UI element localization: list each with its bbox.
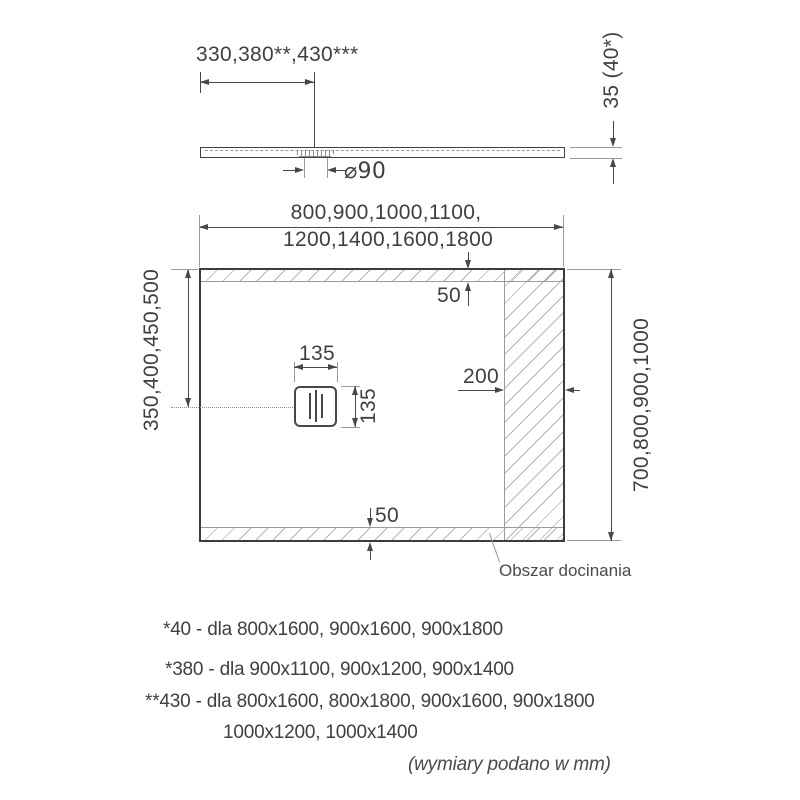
footnote-line-4: 1000x1200, 1000x1400 [223, 722, 418, 743]
trim-area-top-strip [201, 270, 563, 282]
width-dim-label-line2: 1200,1400,1600,1800 [283, 228, 494, 251]
thickness-stem-top [613, 121, 614, 139]
drain-height-ext-bottom [341, 427, 360, 428]
units-note: (wymiary podano w mm) [408, 754, 611, 775]
tray-profile [200, 147, 565, 158]
drain-diameter-label: ⌀90 [344, 159, 387, 184]
side-length-arrow-right [305, 79, 314, 85]
drain-centerline [314, 72, 315, 147]
right-band-stem-right [574, 390, 580, 391]
side-length-dim-label: 330,380**,430*** [196, 43, 359, 66]
thickness-ext-top [570, 147, 622, 148]
drain-height-dim-label: 135 [356, 388, 380, 424]
drain-grate-line-3 [321, 394, 323, 418]
right-band-arrow-left [565, 387, 574, 393]
footnote-line-1: *40 - dla 800x1600, 900x1600, 900x1800 [163, 619, 503, 640]
footnote-line-3: **430 - dla 800x1600, 800x1800, 900x1600, 900x1800 [145, 691, 595, 712]
drain-dia-arrow-left [295, 167, 304, 173]
offset-left-arrow-down [185, 398, 191, 407]
drain-profile-detail [293, 150, 337, 157]
width-ext-right [563, 215, 564, 267]
trim-area-label: Obszar docinania [499, 561, 632, 580]
side-length-ext-left [200, 72, 201, 93]
offset-left-dim-line [188, 269, 189, 407]
height-arrow-down [608, 532, 614, 541]
thickness-stem-bottom [613, 166, 614, 184]
trim-area-right-band [504, 270, 563, 540]
height-dim-line [611, 269, 612, 541]
offset-left-ext-top [171, 269, 198, 270]
right-band-stem-left [458, 390, 496, 391]
drain-width-arrow-right [328, 364, 337, 370]
offset-left-arrow-up [185, 269, 191, 278]
width-arrow-left [199, 224, 208, 230]
offset-left-dim-label: 350,400,450,500 [139, 268, 163, 432]
tray-profile-dashed-line [205, 150, 560, 151]
width-ext-left [199, 215, 200, 267]
top-edge-stem-below [468, 289, 469, 306]
width-dim-label-line1: 800,900,1000,1100, [290, 201, 482, 224]
footnote-line-2: *380 - dla 900x1100, 900x1200, 900x1400 [165, 659, 514, 680]
drain-center-dotted-line [171, 407, 311, 408]
bottom-edge-dim-label: 50 [375, 504, 399, 527]
drain-dia-ext-left [304, 158, 305, 178]
thickness-dim-label: 35 (40*) [599, 31, 623, 109]
width-arrow-right [554, 224, 563, 230]
height-dim-label: 700,800,900,1000 [629, 317, 653, 493]
top-edge-arrow-down [465, 260, 471, 269]
side-length-arrow-left [200, 79, 209, 85]
drain-width-ext-right [337, 362, 338, 382]
top-edge-dim-label: 50 [437, 284, 461, 307]
bottom-edge-arrow-down [367, 518, 373, 527]
side-length-dim-line [200, 82, 314, 83]
trim-area-bottom-strip [201, 527, 563, 540]
drain-width-dim-label: 135 [299, 342, 335, 365]
bottom-edge-stem-below [370, 550, 371, 560]
thickness-arrow-down [610, 138, 616, 147]
height-arrow-up [608, 269, 614, 278]
right-band-arrow-right [495, 387, 504, 393]
drain-width-arrow-left [294, 364, 303, 370]
drain-grate-line-1 [309, 393, 311, 419]
right-band-dim-label: 200 [463, 365, 499, 388]
drain-grate-line-2 [315, 390, 317, 422]
